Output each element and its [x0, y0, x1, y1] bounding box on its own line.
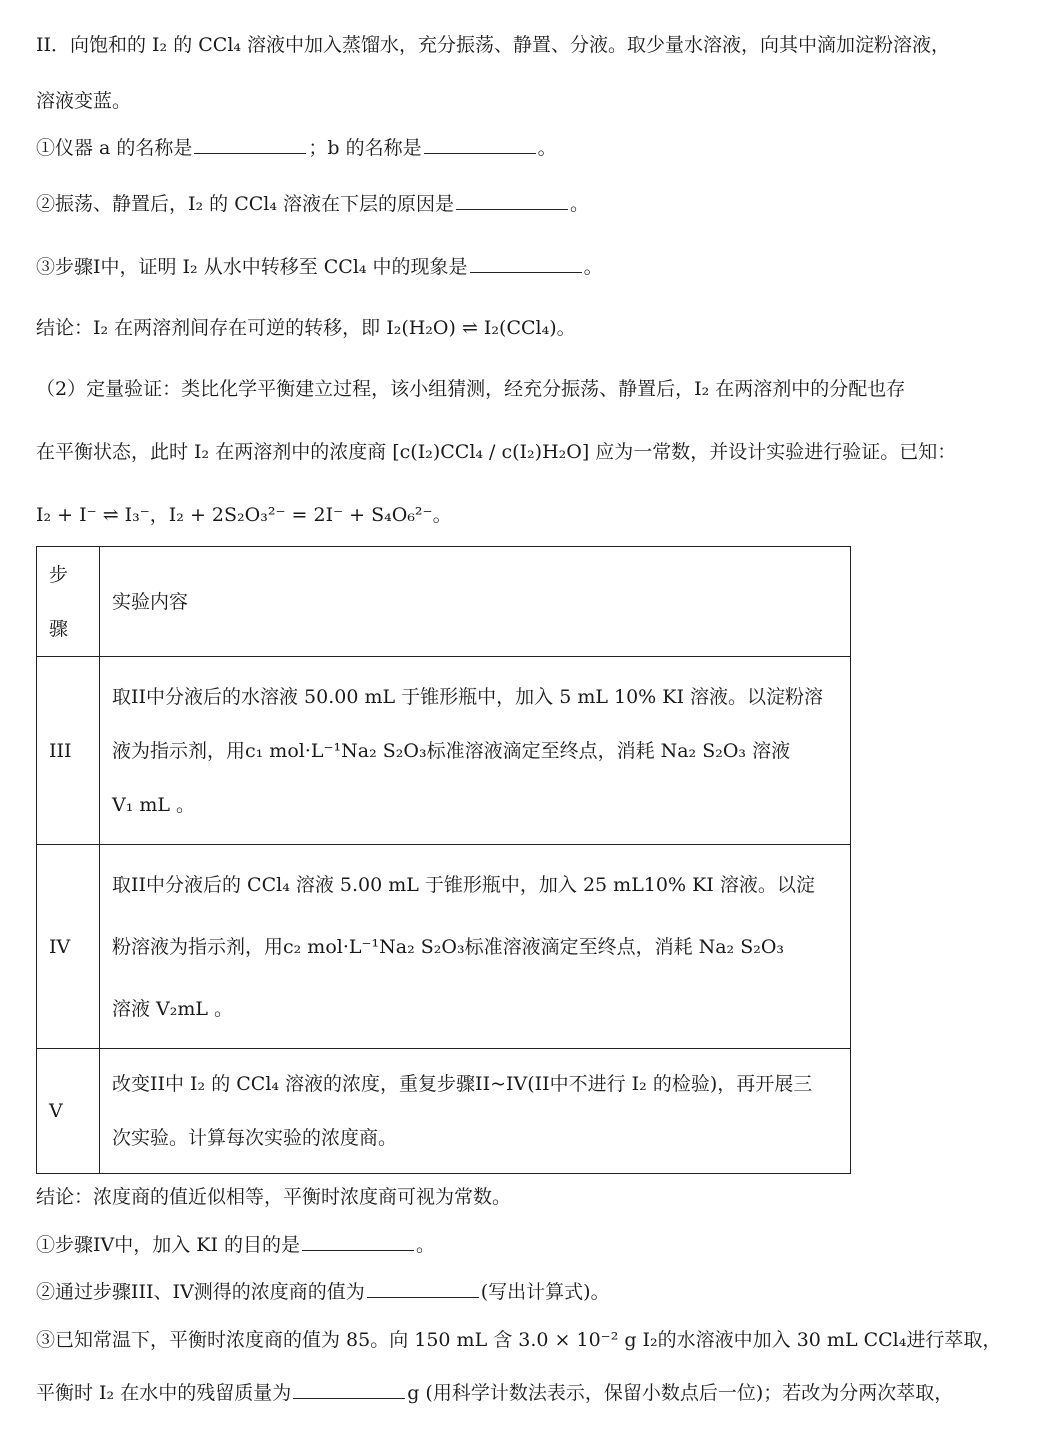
question-6-line-2 — [36, 1378, 953, 1408]
table-header-row — [37, 547, 851, 657]
part2-line-3: I₂ + I⁻ ⇌ I₃⁻，I₂ + 2S₂O₃²⁻ = 2I⁻ + S₄O₆²⁻。 — [36, 504, 452, 526]
answer-blank-a[interactable] — [194, 135, 306, 154]
question-5 — [36, 1277, 610, 1307]
question-4 — [36, 1230, 435, 1260]
step-content-line: 粉溶液为指示剂，用c₂ mol·L⁻¹Na₂ S₂O₃标准溶液滴定至终点，消耗 Na₂ S₂O₃ — [112, 935, 785, 958]
question-2-prefix: ②振荡、静置后，I₂ 的 CCl₄ 溶液在下层的原因是 — [36, 193, 455, 215]
question-6-line-1: ③已知常温下，平衡时浓度商的值为 85。向 150 mL 含 3.0 × 10⁻² g I₂的水溶液中加入 30 mL CCl₄进行萃取， — [36, 1329, 1002, 1351]
step-content-line: V₁ mL 。 — [112, 793, 196, 816]
intro-line-1: II．向饱和的 I₂ 的 CCl₄ 溶液中加入蒸馏水，充分振荡、静置、分液。取少量水溶液，向其中滴加淀粉溶液， — [36, 34, 951, 56]
question-1-suffix: 。 — [537, 137, 557, 159]
table-row — [37, 845, 851, 1049]
part2-line-2: 在平衡状态，此时 I₂ 在两溶剂中的浓度商 [c(I₂)CCl₄ / c(I₂)H₂O] 应为一常数，并设计实验进行验证。已知： — [36, 441, 957, 463]
header-step-cell — [37, 547, 100, 657]
table-row — [37, 1049, 851, 1174]
header-step-line-2: 骤 — [49, 617, 69, 640]
question-5-suffix: (写出计算式)。 — [480, 1281, 610, 1303]
question-3-prefix: ③步骤I中，证明 I₂ 从水中转移至 CCl₄ 中的现象是 — [36, 256, 468, 278]
step-content — [100, 657, 851, 845]
step-label: III — [37, 657, 100, 845]
step-content-line: 取II中分液后的水溶液 50.00 mL 于锥形瓶中，加入 5 mL 10% KI 溶液。以淀粉溶 — [112, 685, 824, 708]
step-label: V — [37, 1049, 100, 1174]
answer-blank-4[interactable] — [302, 1232, 414, 1251]
answer-blank-3[interactable] — [470, 254, 582, 273]
question-4-suffix: 。 — [416, 1234, 436, 1256]
answer-blank-5[interactable] — [367, 1279, 479, 1298]
answer-blank-6[interactable] — [293, 1380, 405, 1399]
conclusion-1: 结论：I₂ 在两溶剂间存在可逆的转移，即 I₂(H₂O) ⇌ I₂(CCl₄)。 — [36, 317, 576, 339]
question-2 — [36, 189, 589, 219]
question-3 — [36, 252, 603, 282]
intro-line-2: 溶液变蓝。 — [36, 90, 132, 112]
answer-blank-2[interactable] — [456, 191, 568, 210]
conclusion-2: 结论：浓度商的值近似相等，平衡时浓度商可视为常数。 — [36, 1186, 512, 1208]
header-content-cell: 实验内容 — [100, 547, 851, 657]
step-content — [100, 845, 851, 1049]
question-1-middle: ；b 的名称是 — [308, 137, 422, 159]
step-content-line: 取II中分液后的 CCl₄ 溶液 5.00 mL 于锥形瓶中，加入 25 mL10% KI 溶液。以淀 — [112, 873, 815, 896]
experiment-table — [36, 546, 851, 1174]
step-content-line: 液为指示剂，用c₁ mol·L⁻¹Na₂ S₂O₃标准溶液滴定至终点，消耗 Na₂ S₂O₃ 溶液 — [112, 739, 791, 762]
question-1 — [36, 133, 557, 163]
step-content — [100, 1049, 851, 1174]
header-step-line-1: 步 — [49, 563, 69, 586]
step-content-line: 溶液 V₂mL 。 — [112, 997, 234, 1020]
question-2-suffix: 。 — [570, 193, 590, 215]
table-row — [37, 657, 851, 845]
step-content-line: 改变II中 I₂ 的 CCl₄ 溶液的浓度，重复步骤II~IV(II中不进行 I₂ 的检验)，再开展三 — [112, 1073, 813, 1095]
step-label: IV — [37, 845, 100, 1049]
question-6-suffix: g (用科学计数法表示，保留小数点后一位)；若改为分两次萃取， — [407, 1382, 954, 1404]
question-6-prefix: 平衡时 I₂ 在水中的残留质量为 — [36, 1382, 292, 1404]
question-1-prefix: ①仪器 a 的名称是 — [36, 137, 193, 159]
step-content-line: 次实验。计算每次实验的浓度商。 — [112, 1127, 398, 1149]
question-4-prefix: ①步骤IV中，加入 KI 的目的是 — [36, 1234, 301, 1256]
question-5-prefix: ②通过步骤III、IV测得的浓度商的值为 — [36, 1281, 365, 1303]
question-3-suffix: 。 — [583, 256, 603, 278]
part2-line-1: （2）定量验证：类比化学平衡建立过程，该小组猜测，经充分振荡、静置后，I₂ 在两溶剂中的分配也存 — [36, 378, 906, 400]
answer-blank-b[interactable] — [424, 135, 536, 154]
